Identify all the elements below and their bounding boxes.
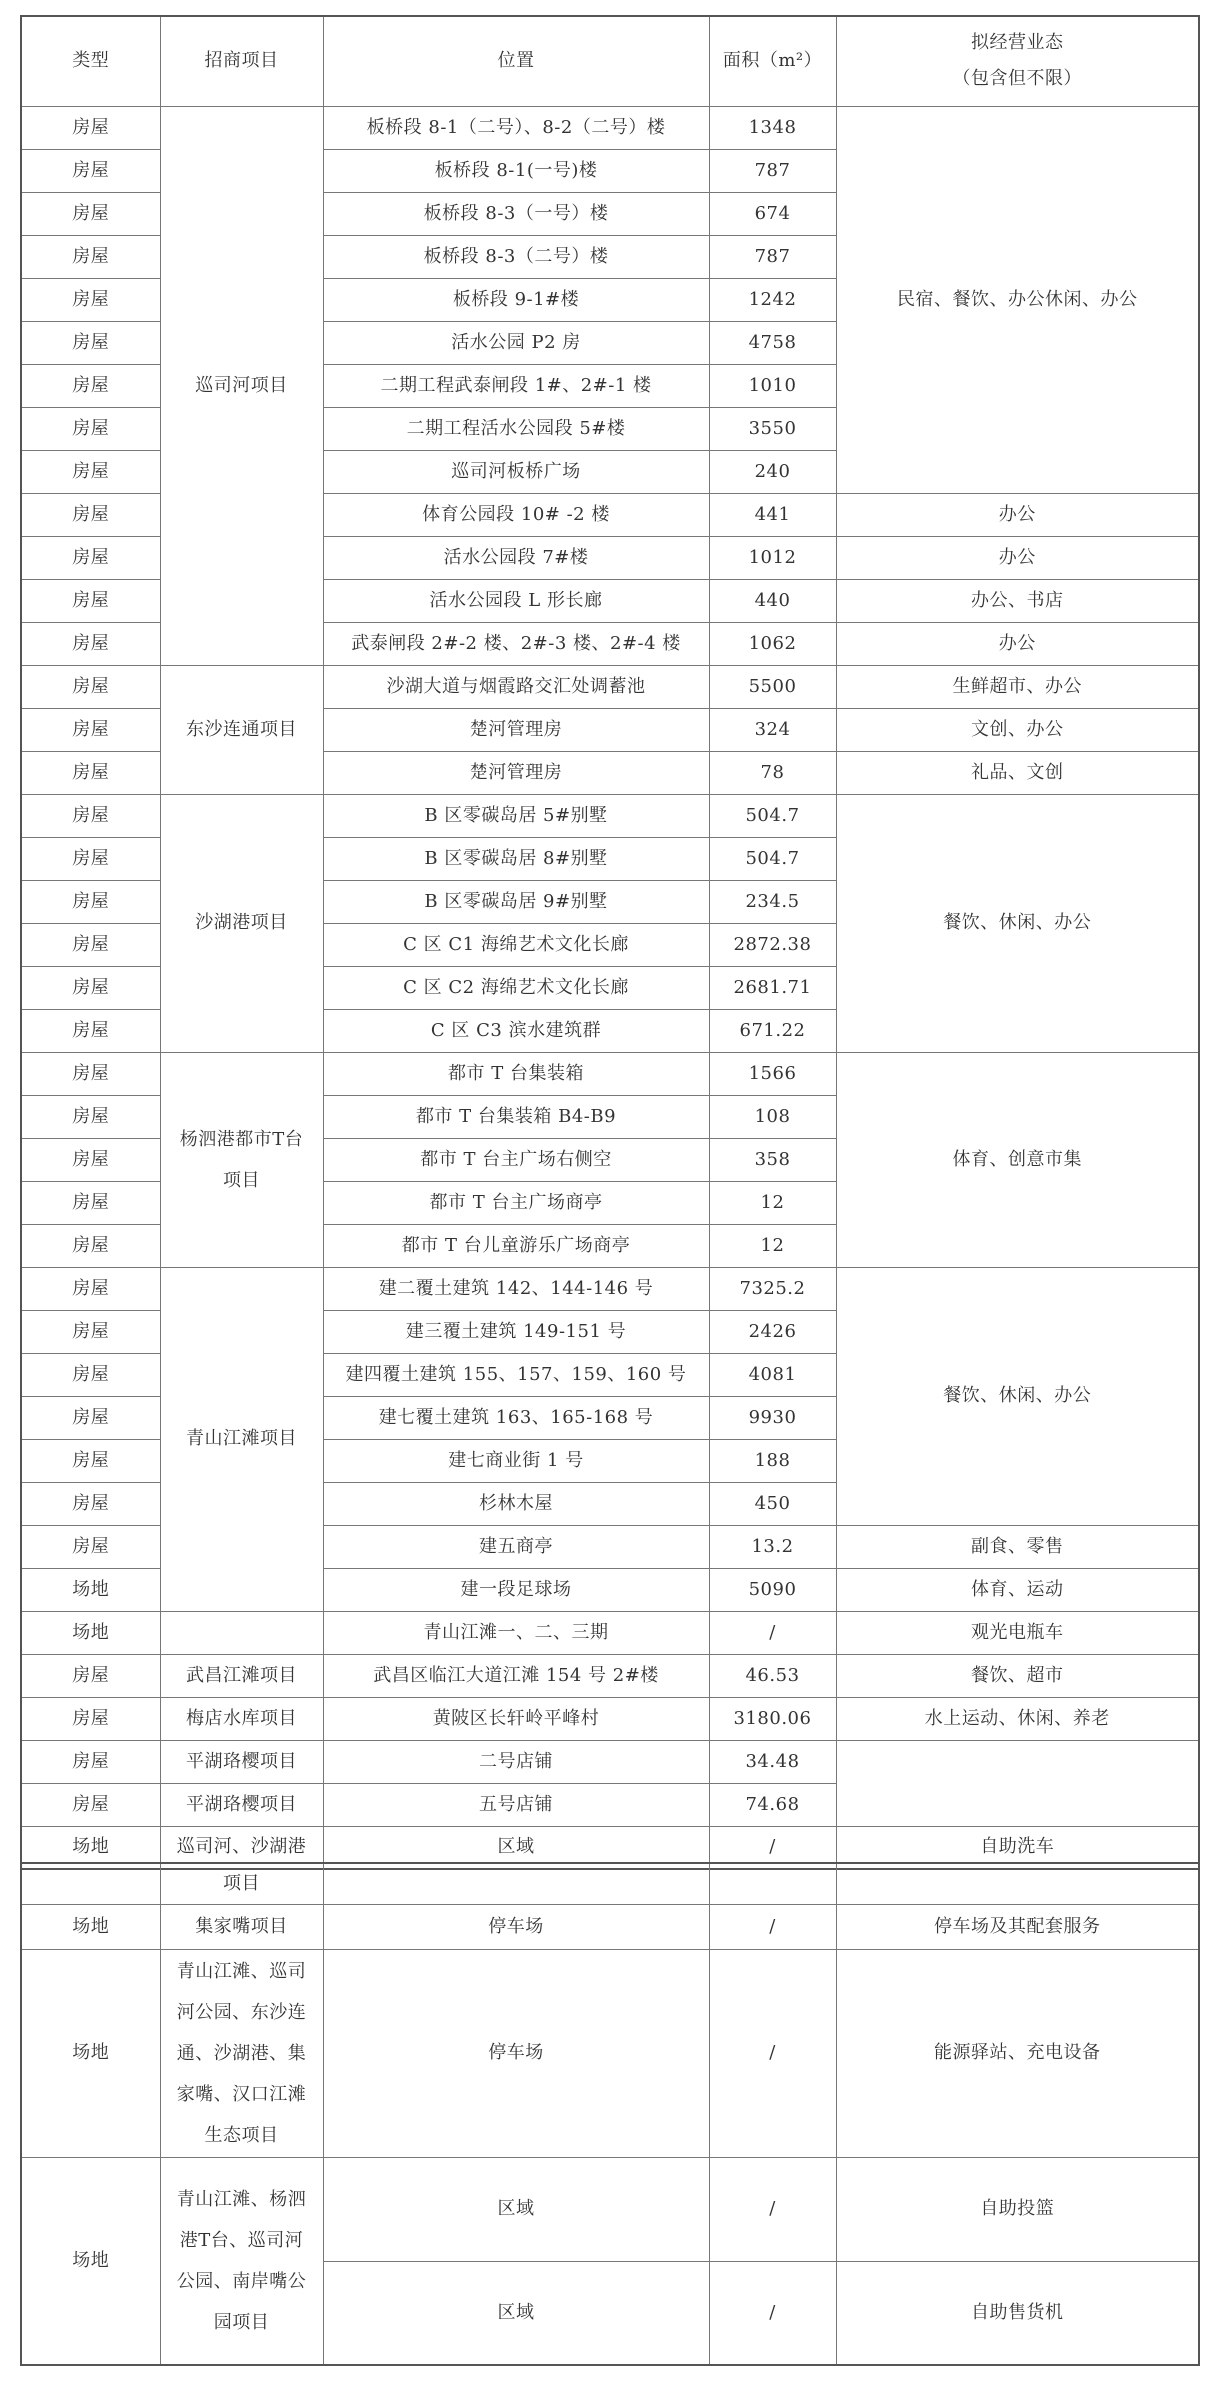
table-row xyxy=(21,1863,1199,1904)
area-cell: 787 xyxy=(709,235,836,278)
project-cell: 东沙连通项目 xyxy=(160,665,323,794)
business-cell: 副食、零售 xyxy=(836,1525,1199,1568)
type-cell: 房屋 xyxy=(21,751,160,794)
table-row xyxy=(21,1949,1199,2157)
business-cell xyxy=(836,1863,1199,1904)
location-cell: 建一段足球场 xyxy=(323,1568,709,1611)
location-cell: 五号店铺 xyxy=(323,1783,709,1826)
area-cell: 450 xyxy=(709,1482,836,1525)
type-cell: 房屋 xyxy=(21,450,160,493)
area-cell: 1010 xyxy=(709,364,836,407)
location-cell: 建四覆土建筑 155、157、159、160 号 xyxy=(323,1353,709,1396)
project-cell: 巡司河、沙湖港 xyxy=(160,1826,323,1869)
type-cell: 房屋 xyxy=(21,579,160,622)
type-cell: 房屋 xyxy=(21,1353,160,1396)
location-cell: 体育公园段 10# -2 楼 xyxy=(323,493,709,536)
project-cell: 沙湖港项目 xyxy=(160,794,323,1052)
area-cell: 1242 xyxy=(709,278,836,321)
type-cell: 房屋 xyxy=(21,1224,160,1267)
location-cell: 建二覆土建筑 142、144-146 号 xyxy=(323,1267,709,1310)
table-row xyxy=(21,1654,1199,1697)
type-cell: 场地 xyxy=(21,1826,160,1869)
location-cell: 都市 T 台集装箱 B4-B9 xyxy=(323,1095,709,1138)
area-cell: / xyxy=(709,2157,836,2261)
project-cell: 集家嘴项目 xyxy=(160,1904,323,1949)
location-cell: 都市 T 台集装箱 xyxy=(323,1052,709,1095)
location-cell: 沙湖大道与烟霞路交汇处调蓄池 xyxy=(323,665,709,708)
business-cell: 文创、办公 xyxy=(836,708,1199,751)
area-cell: 2872.38 xyxy=(709,923,836,966)
table-row xyxy=(21,106,1199,149)
location-cell: 青山江滩一、二、三期 xyxy=(323,1611,709,1654)
area-cell: 671.22 xyxy=(709,1009,836,1052)
project-cell: 青山江滩、巡司河公园、东沙连通、沙湖港、集家嘴、汉口江滩生态项目 xyxy=(160,1949,323,2157)
area-cell: 5500 xyxy=(709,665,836,708)
area-cell: 78 xyxy=(709,751,836,794)
business-cell: 能源驿站、充电设备 xyxy=(836,1949,1199,2157)
type-cell: 场地 xyxy=(21,2157,160,2365)
area-cell: 12 xyxy=(709,1181,836,1224)
type-cell: 房屋 xyxy=(21,1654,160,1697)
area-cell: 1348 xyxy=(709,106,836,149)
area-cell: 240 xyxy=(709,450,836,493)
type-cell: 房屋 xyxy=(21,1482,160,1525)
table-row xyxy=(21,1740,1199,1783)
type-cell: 场地 xyxy=(21,1904,160,1949)
project-cell: 梅店水库项目 xyxy=(160,1697,323,1740)
location-cell: 都市 T 台主广场右侧空 xyxy=(323,1138,709,1181)
type-cell: 房屋 xyxy=(21,364,160,407)
location-cell: 建七覆土建筑 163、165-168 号 xyxy=(323,1396,709,1439)
type-cell: 房屋 xyxy=(21,192,160,235)
leasing-table-continued xyxy=(20,1862,1200,2366)
type-cell: 房屋 xyxy=(21,321,160,364)
type-cell: 房屋 xyxy=(21,149,160,192)
table-row xyxy=(21,1052,1199,1095)
area-cell: / xyxy=(709,2261,836,2365)
business-cell: 观光电瓶车 xyxy=(836,1611,1199,1654)
area-cell: 1062 xyxy=(709,622,836,665)
location-cell: 武昌区临江大道江滩 154 号 2#楼 xyxy=(323,1654,709,1697)
header-business-line1: 拟经营业态 xyxy=(971,32,1064,54)
project-cell: 青山江滩、杨泗港T台、巡司河公园、南岸嘴公园项目 xyxy=(160,2157,323,2365)
type-cell: 房屋 xyxy=(21,880,160,923)
type-cell: 房屋 xyxy=(21,1697,160,1740)
location-cell: 板桥段 8-1（二号）、8-2（二号）楼 xyxy=(323,106,709,149)
business-cell: 体育、创意市集 xyxy=(836,1052,1199,1267)
type-cell: 房屋 xyxy=(21,708,160,751)
project-cell: 青山江滩项目 xyxy=(160,1267,323,1611)
location-cell: C 区 C2 海绵艺术文化长廊 xyxy=(323,966,709,1009)
table-row xyxy=(21,1904,1199,1949)
type-cell: 房屋 xyxy=(21,1740,160,1783)
header-business xyxy=(836,16,1199,106)
type-cell: 房屋 xyxy=(21,493,160,536)
area-cell: 188 xyxy=(709,1439,836,1482)
header-project: 招商项目 xyxy=(160,16,323,106)
type-cell: 房屋 xyxy=(21,923,160,966)
location-cell: 区域 xyxy=(323,2157,709,2261)
type-cell: 房屋 xyxy=(21,1138,160,1181)
location-cell: 停车场 xyxy=(323,1949,709,2157)
location-cell: 都市 T 台主广场商亭 xyxy=(323,1181,709,1224)
location-cell: B 区零碳岛居 9#别墅 xyxy=(323,880,709,923)
location-cell: B 区零碳岛居 5#别墅 xyxy=(323,794,709,837)
location-cell: B 区零碳岛居 8#别墅 xyxy=(323,837,709,880)
location-cell: 板桥段 8-1(一号)楼 xyxy=(323,149,709,192)
area-cell: 7325.2 xyxy=(709,1267,836,1310)
type-cell: 房屋 xyxy=(21,106,160,149)
location-cell: 武泰闸段 2#-2 楼、2#-3 楼、2#-4 楼 xyxy=(323,622,709,665)
type-cell: 场地 xyxy=(21,1568,160,1611)
business-cell: 礼品、文创 xyxy=(836,751,1199,794)
area-cell: 440 xyxy=(709,579,836,622)
area-cell: 1012 xyxy=(709,536,836,579)
table-row xyxy=(21,1697,1199,1740)
type-cell: 房屋 xyxy=(21,536,160,579)
location-cell: 建七商业街 1 号 xyxy=(323,1439,709,1482)
area-cell xyxy=(709,1863,836,1904)
area-cell: 358 xyxy=(709,1138,836,1181)
area-cell: 2426 xyxy=(709,1310,836,1353)
business-cell: 办公 xyxy=(836,536,1199,579)
type-cell: 房屋 xyxy=(21,622,160,665)
business-cell: 体育、运动 xyxy=(836,1568,1199,1611)
business-cell: 餐饮、超市 xyxy=(836,1654,1199,1697)
table-row xyxy=(21,794,1199,837)
project-cell: 项目 xyxy=(160,1863,323,1904)
business-cell: 生鲜超市、办公 xyxy=(836,665,1199,708)
leasing-table xyxy=(20,15,1200,1870)
type-cell: 房屋 xyxy=(21,1267,160,1310)
type-cell: 房屋 xyxy=(21,1310,160,1353)
area-cell: 1566 xyxy=(709,1052,836,1095)
location-cell: 建五商亭 xyxy=(323,1525,709,1568)
location-cell: 二期工程活水公园段 5#楼 xyxy=(323,407,709,450)
location-cell: 活水公园 P2 房 xyxy=(323,321,709,364)
area-cell: 34.48 xyxy=(709,1740,836,1783)
area-cell: 4758 xyxy=(709,321,836,364)
type-cell: 房屋 xyxy=(21,966,160,1009)
business-cell: 自助洗车 xyxy=(836,1826,1199,1869)
location-cell: 杉林木屋 xyxy=(323,1482,709,1525)
type-cell: 房屋 xyxy=(21,1525,160,1568)
location-cell: C 区 C3 滨水建筑群 xyxy=(323,1009,709,1052)
area-cell: / xyxy=(709,1611,836,1654)
type-cell: 房屋 xyxy=(21,1783,160,1826)
area-cell: 674 xyxy=(709,192,836,235)
area-cell: 234.5 xyxy=(709,880,836,923)
business-cell: 停车场及其配套服务 xyxy=(836,1904,1199,1949)
location-cell: C 区 C1 海绵艺术文化长廊 xyxy=(323,923,709,966)
type-cell: 房屋 xyxy=(21,1009,160,1052)
project-cell xyxy=(160,1611,323,1654)
table-row xyxy=(21,1611,1199,1654)
location-cell: 区域 xyxy=(323,1826,709,1869)
type-cell: 房屋 xyxy=(21,278,160,321)
area-cell: 13.2 xyxy=(709,1525,836,1568)
header-area: 面积（m²） xyxy=(709,16,836,106)
header-location: 位置 xyxy=(323,16,709,106)
type-cell: 房屋 xyxy=(21,1095,160,1138)
header-business-line2: （包含但不限） xyxy=(952,68,1082,90)
project-cell: 平湖珞樱项目 xyxy=(160,1740,323,1783)
type-cell: 房屋 xyxy=(21,1439,160,1482)
area-cell: 46.53 xyxy=(709,1654,836,1697)
type-cell: 房屋 xyxy=(21,665,160,708)
area-cell: 5090 xyxy=(709,1568,836,1611)
type-cell: 房屋 xyxy=(21,235,160,278)
business-cell: 自助售货机 xyxy=(836,2261,1199,2365)
table-header-row xyxy=(21,16,1199,106)
area-cell: 2681.71 xyxy=(709,966,836,1009)
header-type: 类型 xyxy=(21,16,160,106)
location-cell: 停车场 xyxy=(323,1904,709,1949)
type-cell xyxy=(21,1863,160,1904)
business-cell: 自助投篮 xyxy=(836,2157,1199,2261)
location-cell: 活水公园段 L 形长廊 xyxy=(323,579,709,622)
type-cell: 房屋 xyxy=(21,794,160,837)
type-cell: 房屋 xyxy=(21,407,160,450)
table-row xyxy=(21,2157,1199,2261)
table-row xyxy=(21,1267,1199,1310)
location-cell: 楚河管理房 xyxy=(323,708,709,751)
area-cell: 74.68 xyxy=(709,1783,836,1826)
project-cell: 巡司河项目 xyxy=(160,106,323,665)
location-cell: 二期工程武泰闸段 1#、2#-1 楼 xyxy=(323,364,709,407)
area-cell: / xyxy=(709,1904,836,1949)
location-cell: 板桥段 8-3（一号）楼 xyxy=(323,192,709,235)
project-cell: 平湖珞樱项目 xyxy=(160,1783,323,1826)
location-cell: 楚河管理房 xyxy=(323,751,709,794)
business-cell: 餐饮、休闲、办公 xyxy=(836,1267,1199,1525)
area-cell: 108 xyxy=(709,1095,836,1138)
location-cell: 都市 T 台儿童游乐广场商亭 xyxy=(323,1224,709,1267)
area-cell: 504.7 xyxy=(709,837,836,880)
type-cell: 房屋 xyxy=(21,1396,160,1439)
business-cell: 办公 xyxy=(836,622,1199,665)
type-cell: 场地 xyxy=(21,1949,160,2157)
location-cell: 区域 xyxy=(323,2261,709,2365)
business-cell: 办公、书店 xyxy=(836,579,1199,622)
business-cell: 餐饮、休闲、办公 xyxy=(836,794,1199,1052)
business-cell: 水上运动、休闲、养老 xyxy=(836,1697,1199,1740)
type-cell: 房屋 xyxy=(21,837,160,880)
location-cell: 建三覆土建筑 149-151 号 xyxy=(323,1310,709,1353)
area-cell: 441 xyxy=(709,493,836,536)
project-cell: 杨泗港都市T台项目 xyxy=(160,1052,323,1267)
project-cell: 武昌江滩项目 xyxy=(160,1654,323,1697)
table-row xyxy=(21,665,1199,708)
location-cell: 板桥段 8-3（二号）楼 xyxy=(323,235,709,278)
type-cell: 房屋 xyxy=(21,1052,160,1095)
area-cell: 324 xyxy=(709,708,836,751)
type-cell: 房屋 xyxy=(21,1181,160,1224)
location-cell: 巡司河板桥广场 xyxy=(323,450,709,493)
area-cell: 787 xyxy=(709,149,836,192)
business-cell xyxy=(836,1740,1199,1826)
area-cell: 4081 xyxy=(709,1353,836,1396)
location-cell: 板桥段 9-1#楼 xyxy=(323,278,709,321)
area-cell: 12 xyxy=(709,1224,836,1267)
location-cell: 二号店铺 xyxy=(323,1740,709,1783)
type-cell: 场地 xyxy=(21,1611,160,1654)
business-cell: 民宿、餐饮、办公休闲、办公 xyxy=(836,106,1199,493)
area-cell: / xyxy=(709,1826,836,1869)
area-cell: 9930 xyxy=(709,1396,836,1439)
location-cell: 活水公园段 7#楼 xyxy=(323,536,709,579)
area-cell: 504.7 xyxy=(709,794,836,837)
location-cell: 黄陂区长轩岭平峰村 xyxy=(323,1697,709,1740)
area-cell: / xyxy=(709,1949,836,2157)
area-cell: 3180.06 xyxy=(709,1697,836,1740)
location-cell xyxy=(323,1863,709,1904)
area-cell: 3550 xyxy=(709,407,836,450)
business-cell: 办公 xyxy=(836,493,1199,536)
